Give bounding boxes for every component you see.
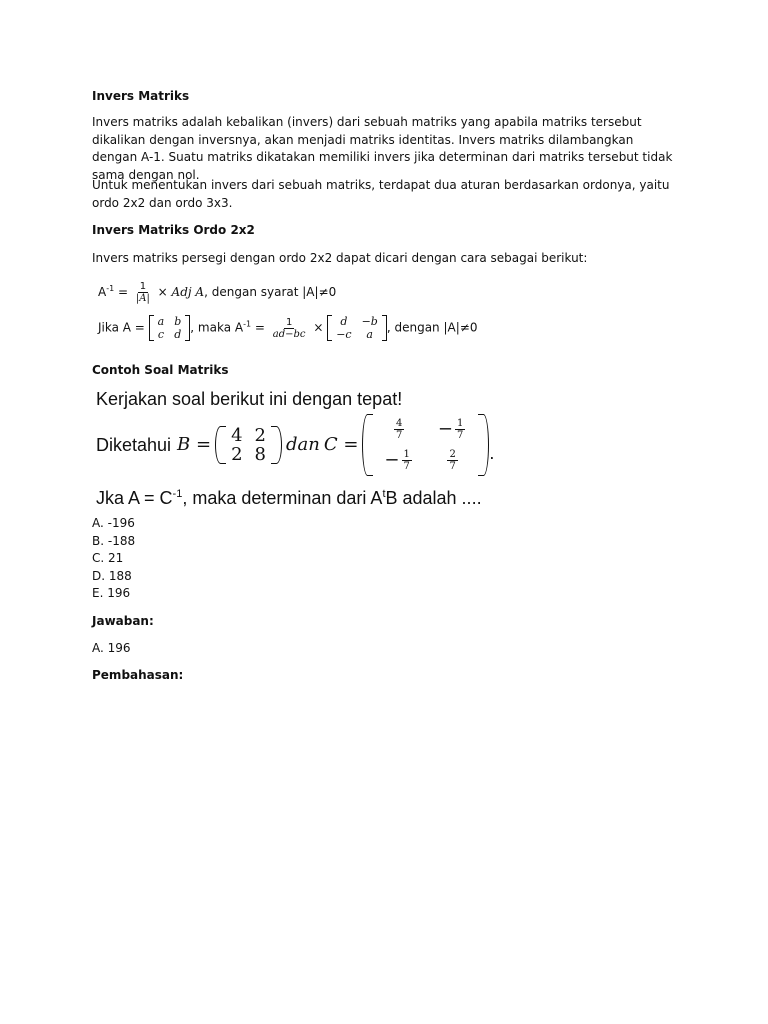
answer-options: [92, 515, 682, 603]
matrix-inverse-cell: d: [340, 315, 348, 328]
matrix-c-sign: −: [384, 449, 400, 471]
matrix-inverse-cell: a: [366, 328, 373, 341]
matrix-a-cell: b: [174, 315, 182, 328]
problem-b-label: B =: [177, 434, 212, 455]
option-c: C. 21: [92, 551, 124, 565]
problem-end-dot: .: [489, 443, 495, 463]
matrix-c-den: 7: [456, 430, 464, 441]
problem-question-c: B adalah ....: [385, 488, 482, 508]
matrix-c-den: 7: [403, 461, 410, 472]
problem-instruction: Kerjakan soal berikut ini dengan tepat!: [96, 389, 403, 409]
formula1-tail: , dengan syarat |A|≠0: [204, 285, 337, 299]
formula1-fraction: [134, 281, 152, 304]
formula1-sup: -1: [106, 284, 115, 293]
problem-question-a: Jka A = C: [96, 488, 173, 508]
document-title: Invers Matriks: [92, 89, 190, 103]
formula-inverse-adj: [98, 280, 688, 304]
matrix-c-den: 7: [395, 430, 403, 441]
matrix-b-cell: 4: [231, 425, 243, 446]
formula2-op: ×: [309, 320, 328, 335]
problem-dan: dan: [285, 434, 320, 455]
matrix-b-cell: 2: [231, 444, 243, 465]
matrix-c-cell: [426, 445, 479, 476]
matrix-a: [149, 315, 191, 341]
formula2-mid: , maka A: [190, 320, 244, 335]
matrix-c-fraction: [402, 449, 412, 472]
matrix-c-cell: [372, 445, 425, 476]
answer-text: A. 196: [92, 641, 131, 655]
problem-diketahui: Diketahui: [96, 435, 172, 455]
matrix-a-cell: d: [174, 328, 182, 341]
problem-c-label: C =: [323, 434, 359, 455]
matrix-c-cell: [372, 414, 425, 445]
matrix-b: [215, 426, 282, 464]
matrix-c-num: 2: [449, 449, 456, 460]
matrix-inverse-cell: −c: [336, 328, 352, 341]
matrix-c-fraction: [394, 418, 404, 441]
matrix-b-cell: 2: [254, 425, 266, 446]
paragraph-rules: Untuk menentukan invers dari sebuah matriks, terdapat dua aturan berdasarkan ordonya, yaitu ordo 2x2 dan ordo 3x3.: [92, 178, 670, 210]
paragraph-definition: Invers matriks adalah kebalikan (invers) dari sebuah matriks yang apabila matriks tersebut dikalikan dengan inversnya, akan menjadi matriks identitas. Invers matriks dilambangkan dengan A-1. Suatu matriks dikatakan memiliki invers jika determinan dari matriks tersebut tidak sama dengan nol.: [92, 115, 673, 182]
formula1-rhs: Adj A: [171, 285, 205, 299]
matrix-c: [362, 414, 489, 476]
formula1-lhs: A: [98, 285, 107, 299]
matrix-inverse-cell: −b: [361, 315, 378, 328]
matrix-b-cell: 8: [254, 444, 266, 465]
formula2-fraction: [271, 317, 308, 340]
formula1-frac-num: 1: [139, 281, 147, 292]
option-a: A. -196: [92, 516, 135, 530]
option-d: D. 188: [92, 568, 132, 583]
paragraph-formula-intro: Invers matriks persegi dengan ordo 2x2 dapat dicari dengan cara sebagai berikut:: [92, 251, 588, 265]
matrix-c-den: 7: [449, 461, 456, 472]
matrix-c-sign: −: [437, 418, 453, 440]
subheading-ordo-2x2: Invers Matriks Ordo 2x2: [92, 223, 255, 237]
formula-inverse-2x2: [98, 315, 688, 341]
problem-question: [96, 483, 696, 509]
matrix-c-num: 1: [403, 449, 410, 460]
formula2-sup: -1: [243, 319, 252, 329]
formula2-tail: , dengan |A|≠0: [386, 320, 478, 335]
matrix-a-cell: c: [157, 328, 165, 341]
formula1-frac-den: |A|: [135, 293, 150, 304]
matrix-c-fraction: [447, 449, 457, 472]
matrix-c-num: 1: [456, 418, 464, 429]
formula1-op: ×: [153, 285, 172, 299]
matrix-a-cell: a: [157, 315, 165, 328]
matrix-c-cell: [426, 414, 479, 445]
problem-question-b: , maka determinan dari A: [182, 488, 383, 508]
option-b: B. -188: [92, 533, 136, 548]
formula2-frac-num: 1: [285, 316, 293, 328]
formula2-frac-den: ad−bc: [272, 328, 306, 340]
formula2-prefix: Jika A =: [98, 320, 149, 335]
formula2-eq: =: [251, 320, 269, 335]
matrix-c-num: 4: [395, 418, 403, 429]
matrix-c-fraction: [455, 418, 465, 441]
problem-given: [96, 412, 696, 478]
answer-heading: Jawaban:: [92, 614, 154, 628]
formula1-eq: =: [114, 285, 132, 299]
discussion-heading: Pembahasan:: [92, 668, 184, 682]
problem-question-sup2: t: [382, 488, 386, 500]
matrix-inverse: [327, 315, 387, 341]
example-heading: Contoh Soal Matriks: [92, 363, 229, 377]
problem-question-sup1: -1: [172, 488, 183, 500]
option-e: E. 196: [92, 586, 131, 600]
